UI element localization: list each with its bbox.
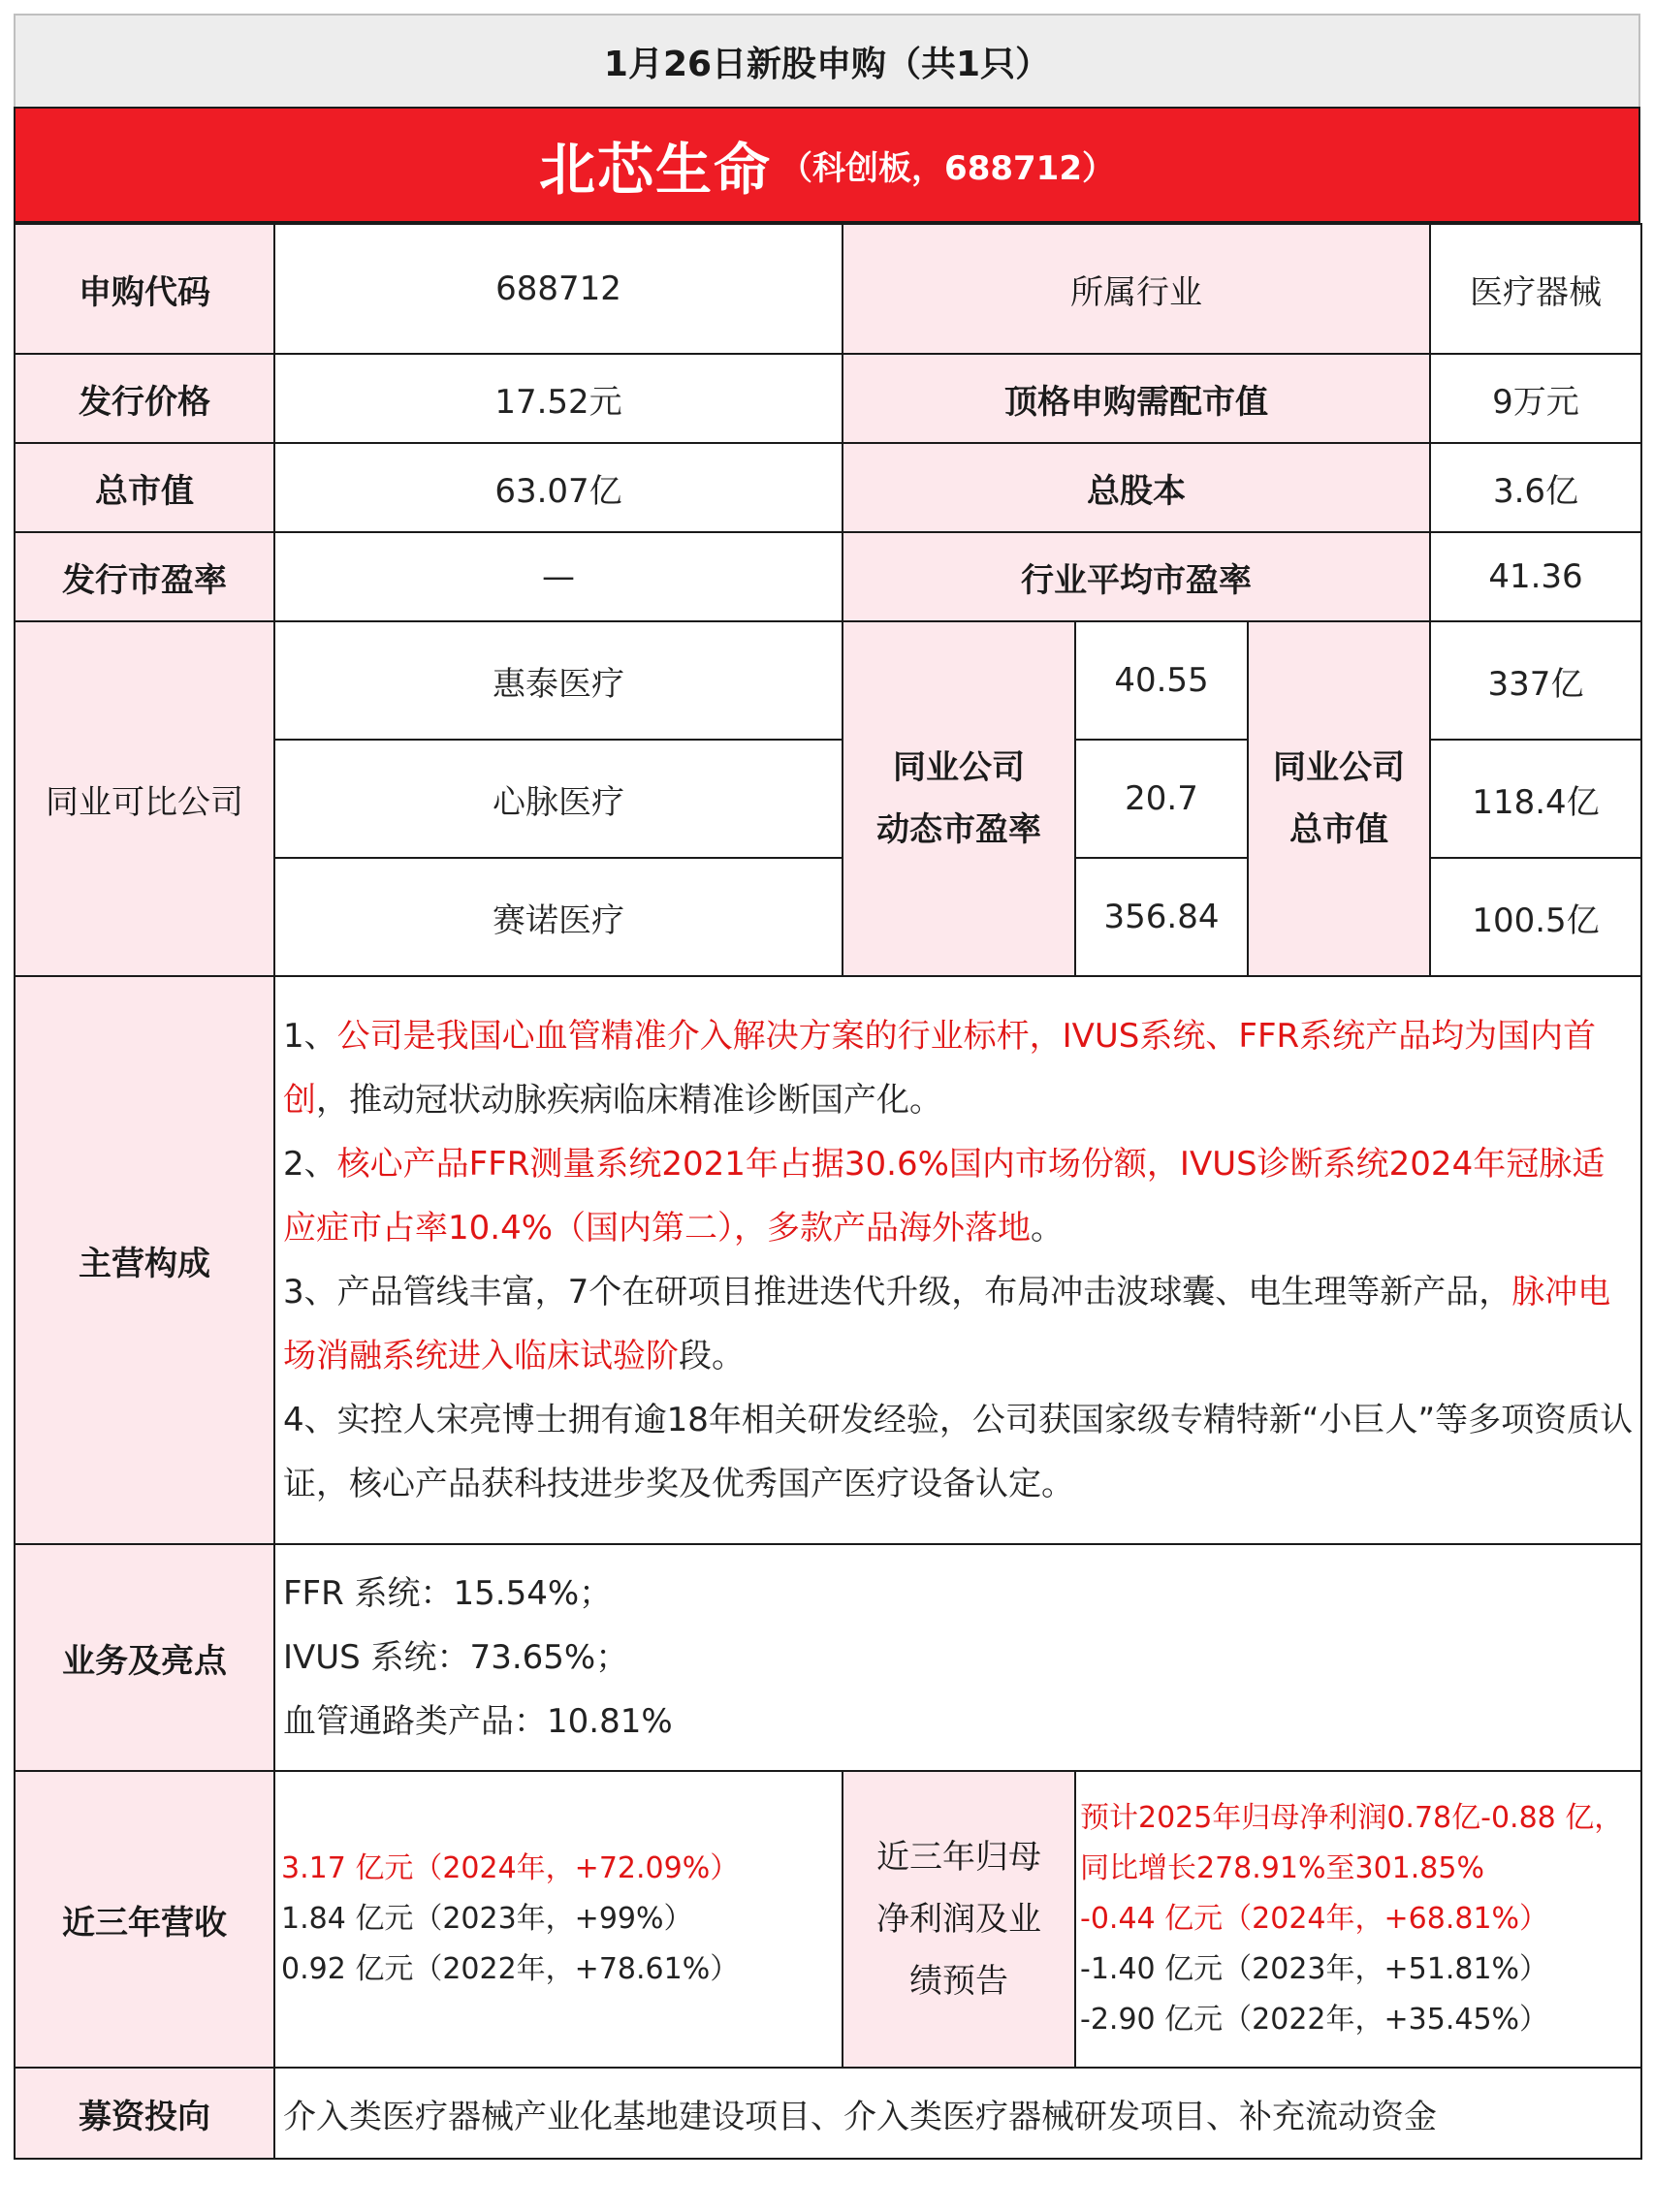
company-name: 北芯生命 xyxy=(539,137,773,203)
cap-need-value: 9万元 xyxy=(1430,354,1641,443)
page-title: 1月26日新股申购（共1只） xyxy=(14,14,1640,107)
row-main-business xyxy=(15,976,1641,1544)
point-text: 。 xyxy=(1031,1209,1065,1248)
mktcap-label: 总市值 xyxy=(15,443,274,532)
point-text: 3、产品管线丰富，7个在研项目推进迭代升级，布局冲击波球囊、电生理等新产品， xyxy=(283,1273,1512,1311)
shares-value: 3.6亿 xyxy=(1430,443,1641,532)
peer-pe-label-line1: 同业公司 xyxy=(893,748,1025,787)
peer-name: 惠泰医疗 xyxy=(274,621,843,740)
company-board-code: （科创板，688712） xyxy=(779,148,1115,188)
main-business-content xyxy=(274,976,1641,1544)
profit-item: -0.44 亿元（2024年，+68.81%） xyxy=(1080,1902,1549,1936)
peer-pe: 40.55 xyxy=(1075,621,1248,740)
revenue-item: 3.17 亿元（2024年，+72.09%） xyxy=(281,1851,740,1885)
peer-name: 心脉医疗 xyxy=(274,740,843,858)
peer-cap: 118.4亿 xyxy=(1430,740,1641,858)
peer-cap-label-line2: 总市值 xyxy=(1289,810,1388,849)
industry-value: 医疗器械 xyxy=(1430,224,1641,354)
code-label: 申购代码 xyxy=(15,224,274,354)
peer-name: 赛诺医疗 xyxy=(274,858,843,976)
main-business-point-4: 4、实控人宋亮博士拥有逾18年相关研发经验，公司获国家级专精特新“小巨人”等多项资质认证，核心产品获科技进步奖及优秀国产医疗设备认定。 xyxy=(283,1401,1634,1503)
mktcap-value: 63.07亿 xyxy=(274,443,843,532)
company-banner xyxy=(14,107,1640,223)
peer-row xyxy=(15,621,1641,740)
point-highlight: 脉冲电场消融系统进入临床试验阶 xyxy=(283,1273,1611,1375)
point-text: ，推动冠状动脉疾病临床精准诊断国产化。 xyxy=(316,1081,942,1120)
revenue-item: 1.84 亿元（2023年，+99%） xyxy=(281,1902,693,1936)
peer-cap-label-line1: 同业公司 xyxy=(1273,748,1405,787)
point-highlight: 核心产品FFR测量系统2021年占据30.6%国内市场份额，IVUS诊断系统2024年冠脉适应症市占率10.4%（国内第二），多款产品海外落地 xyxy=(283,1145,1606,1248)
row-highlights xyxy=(15,1544,1641,1771)
pe-label: 发行市盈率 xyxy=(15,532,274,621)
main-business-point-2 xyxy=(283,1132,1635,1260)
price-value: 17.52元 xyxy=(274,354,843,443)
cap-need-label: 顶格申购需配市值 xyxy=(843,354,1430,443)
highlight-item: 血管通路类产品：10.81% xyxy=(283,1702,673,1741)
profit-forecast-line2: 同比增长278.91%至301.85% xyxy=(1080,1851,1484,1885)
funding-label: 募资投向 xyxy=(15,2068,274,2159)
industry-pe-label: 行业平均市盈率 xyxy=(843,532,1430,621)
industry-label: 所属行业 xyxy=(843,224,1430,354)
row-pe xyxy=(15,532,1641,621)
ipo-sheet xyxy=(14,14,1640,2160)
peer-pe: 356.84 xyxy=(1075,858,1248,976)
revenue-content xyxy=(274,1771,843,2068)
profit-label xyxy=(843,1771,1075,2068)
point-highlight: 公司是我国心血管精准介入解决方案的行业标杆，IVUS系统、FFR系统产品均为国内首创 xyxy=(283,1017,1597,1120)
profit-label-line2: 净利润及业 xyxy=(876,1900,1041,1939)
profit-content xyxy=(1075,1771,1641,2068)
row-funding xyxy=(15,2068,1641,2159)
profit-item: -1.40 亿元（2023年，+51.81%） xyxy=(1080,1952,1549,1986)
info-table xyxy=(14,223,1642,2160)
row-price xyxy=(15,354,1641,443)
row-code xyxy=(15,224,1641,354)
point-text: 段。 xyxy=(679,1337,745,1375)
highlights-label: 业务及亮点 xyxy=(15,1544,274,1771)
profit-label-line3: 绩预告 xyxy=(909,1962,1008,2001)
main-business-point-3 xyxy=(283,1260,1635,1388)
highlight-item: FFR 系统：15.54%； xyxy=(283,1574,613,1613)
funding-value: 介入类医疗器械产业化基地建设项目、介入类医疗器械研发项目、补充流动资金 xyxy=(274,2068,1641,2159)
point-prefix: 2、 xyxy=(283,1145,337,1184)
main-business-point-1 xyxy=(283,1004,1635,1132)
peer-cap: 337亿 xyxy=(1430,621,1641,740)
industry-pe-value: 41.36 xyxy=(1430,532,1641,621)
point-prefix: 1、 xyxy=(283,1017,337,1056)
revenue-item: 0.92 亿元（2022年，+78.61%） xyxy=(281,1952,740,1986)
code-value: 688712 xyxy=(274,224,843,354)
peers-label: 同业可比公司 xyxy=(15,621,274,976)
row-mktcap xyxy=(15,443,1641,532)
highlights-content xyxy=(274,1544,1641,1771)
peer-pe: 20.7 xyxy=(1075,740,1248,858)
profit-item: -2.90 亿元（2022年，+35.45%） xyxy=(1080,2003,1549,2037)
peer-pe-label-line2: 动态市盈率 xyxy=(876,810,1041,849)
profit-forecast-line1: 预计2025年归母净利润0.78亿-0.88 亿， xyxy=(1080,1801,1624,1835)
pe-value: — xyxy=(274,532,843,621)
peer-pe-label xyxy=(843,621,1075,976)
shares-label: 总股本 xyxy=(843,443,1430,532)
revenue-label: 近三年营收 xyxy=(15,1771,274,2068)
peer-cap: 100.5亿 xyxy=(1430,858,1641,976)
price-label: 发行价格 xyxy=(15,354,274,443)
row-financials xyxy=(15,1771,1641,2068)
peer-cap-label xyxy=(1248,621,1430,976)
highlight-item: IVUS 系统：73.65%； xyxy=(283,1638,629,1677)
main-business-label: 主营构成 xyxy=(15,976,274,1544)
profit-label-line1: 近三年归母 xyxy=(876,1838,1041,1877)
